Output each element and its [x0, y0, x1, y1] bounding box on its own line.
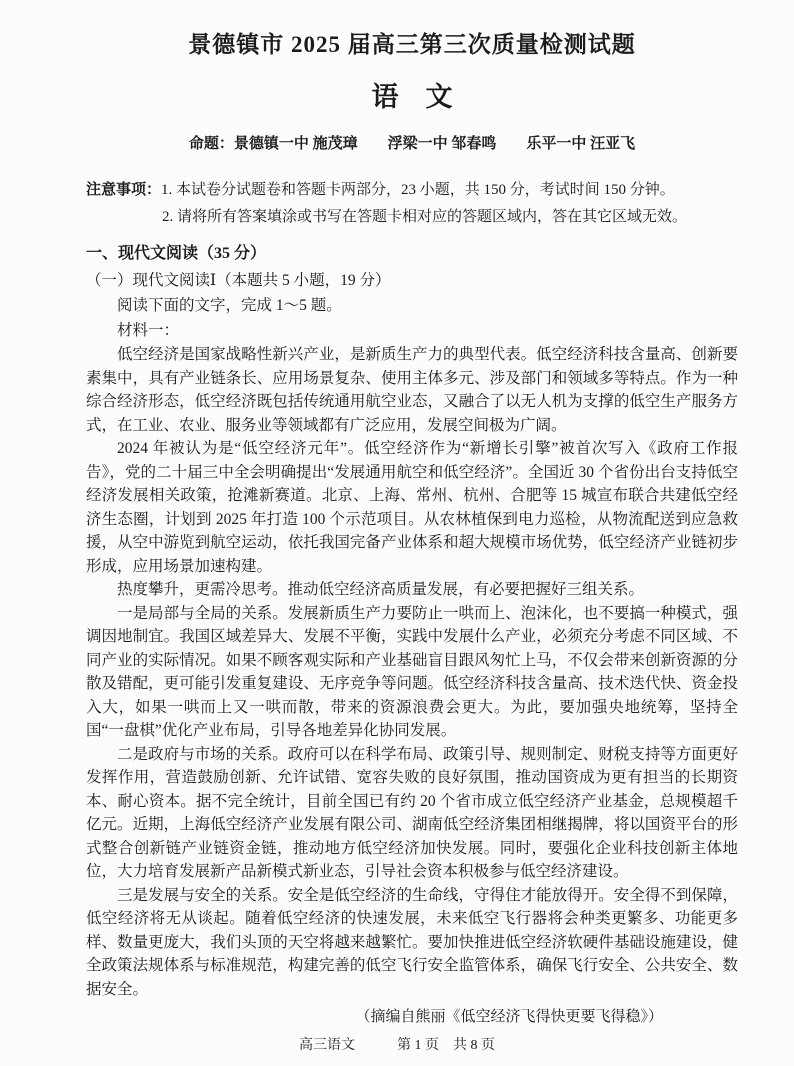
notice-item-2: 2. 请将所有答案填涂或书写在答题卡相对应的答题区域内，答在其它区域无效。: [162, 209, 688, 225]
exam-title: 景德镇市 2025 届高三第三次质量检测试题: [188, 32, 636, 57]
body-paragraph-2: 2024 年被认为是“低空经济元年”。低空经济作为“新增长引擎”被首次写入《政府工作报告》，党的二十届三中全会明确提出“发展通用航空和低空经济”。全国近 30 个省份出台支持低空经济发展相关政策，抢滩新赛道。北京、上海、常州、杭州、合肥等 15 城宣布联合共建低空经济生态圈，计划到 2025 年打造 100 个示范项目。从农林植保到电力巡检，从物流配送到应急救援，从空中游览到航空运动，依托我国完备产业体系和超大规模市场优势，低空经济产业链初步形成，应用场景加速构建。: [86, 440, 738, 575]
body-paragraph-4: 一是局部与全局的关系。发展新质生产力要防止一哄而上、泡沫化，也不要搞一种模式，强调因地制宜。我国区域差异大、发展不平衡，实践中发展什么产业，必须充分考虑不同区域、不同产业的实际情况。如果不顾客观实际和产业基础盲目跟风匆忙上马，不仅会带来创新资源的分散及错配，更可能引发重复建设、无序竞争等问题。低空经济科技含量高、技术迭代快、资金投入大，如果一哄而上又一哄而散，带来的资源浪费会更大。为此，要加强央地统筹，坚持全国“一盘棋”优化产业布局，引导各地差异化协同发展。: [86, 604, 738, 739]
source-citation: （摘编自熊丽《低空经济飞得快更要飞得稳》）: [355, 1009, 663, 1025]
notice-label: 注意事项：: [86, 182, 162, 198]
body-paragraph-1: 低空经济是国家战略性新兴产业，是新质生产力的典型代表。低空经济科技含量高、创新要素集中，具有产业链条长、应用场景复杂、使用主体多元、涉及部门和领域多等特点。作为一种综合经济形态，低空经济既包括传统通用航空业态，又融合了以无人机为支撑的低空生产服务方式，在工业、农业、服务业等领域都有广泛应用，发展空间极为广阔。: [86, 346, 738, 434]
notice-line-1: [86, 177, 738, 204]
notice-item-1: 1. 本试卷分试题卷和答题卡两部分，23 小题，共 150 分，考试时间 150 分钟。: [161, 182, 675, 198]
page-footer: 高三语文 第 1 页 共 8 页: [299, 1038, 495, 1053]
material-one-label: 材料一：: [117, 322, 180, 339]
notice-block: [86, 177, 738, 231]
subject-title: 语 文: [371, 82, 453, 112]
body-paragraph-6: 三是发展与安全的关系。安全是低空经济的生命线，守得住才能放得开。安全得不到保障，低空经济将无从谈起。随着低空经济的快速发展，未来低空飞行器将会种类更繁多、功能更多样、数量更庞大，我们头顶的天空将越来越繁忙。要加快推进低空经济软硬件基础设施建设，健全政策法规体系与标准规范，构建完善的低空飞行安全监管体系，确保飞行安全、公共安全、数据安全。: [86, 886, 738, 998]
subsection-heading-reading-1: （一）现代文阅读Ⅰ（本题共 5 小题，19 分）: [86, 272, 391, 289]
authors-line: 命题：景德镇一中 施茂璋 浮梁一中 邹春鸣 乐平一中 汪亚飞: [188, 136, 636, 152]
body-paragraph-5: 二是政府与市场的关系。政府可以在科学布局、政策引导、规则制定、财税支持等方面更好发挥作用，营造鼓励创新、允许试错、宽容失败的良好氛围，推动国资成为更有担当的长期资本、耐心资本。据不完全统计，目前全国已有约 20 个省市成立低空经济产业基金，总规模超千亿元。近期，上海低空经济产业发展有限公司、湖南低空经济集团相继揭牌，将以国资平台的形式整合创新链产业链资金链，推动地方低空经济加快发展。同时，要强化企业科技创新主体地位，大力培育发展新产品新模式新业态，引导社会资本积极参与低空经济建设。: [86, 745, 738, 880]
reading-instruction: 阅读下面的文字，完成 1～5 题。: [117, 297, 342, 314]
body-paragraph-3: 热度攀升，更需冷思考。推动低空经济高质量发展，有必要把握好三组关系。: [117, 581, 645, 598]
section-heading-modern-reading: 一、现代文阅读（35 分）: [86, 245, 267, 262]
